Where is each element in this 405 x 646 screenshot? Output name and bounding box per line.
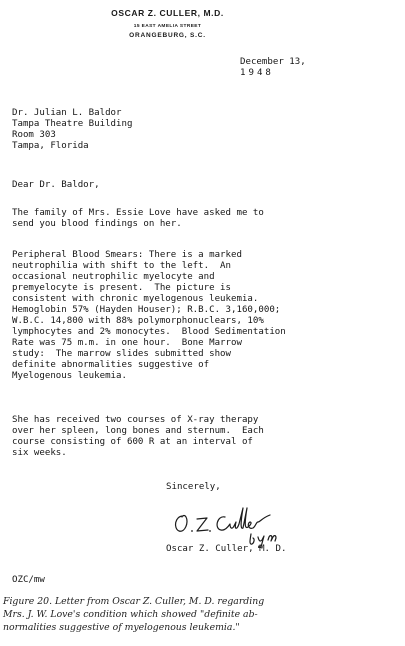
text-line: The family of Mrs. Essie Love have asked me to	[12, 208, 264, 218]
address-line: Tampa, Florida	[12, 141, 89, 151]
salutation: Dear Dr. Baldor,	[12, 180, 100, 190]
text-line: Hemoglobin 57% (Hayden Houser); R.B.C. 3,160,000;	[12, 305, 281, 315]
text-line: She has received two courses of X-ray therapy	[12, 415, 259, 425]
paragraph-blood-findings	[12, 250, 286, 382]
text-line: Myelogenous leukemia.	[12, 371, 127, 381]
letterhead	[0, 8, 335, 39]
caption-line: Figure 20. Letter from Oscar Z. Culler, M. D. regarding	[3, 596, 265, 607]
text-line: occasional neutrophilic myelocyte and	[12, 272, 215, 282]
text-line: study: The marrow slides submitted show	[12, 349, 231, 359]
handwritten-signature	[170, 500, 290, 548]
letter-date	[240, 57, 306, 79]
letterhead-street: 15 EAST AMELIA STREET	[133, 24, 202, 29]
address-line: Tampa Theatre Building	[12, 119, 133, 129]
address-line: Dr. Julian L. Baldor	[12, 108, 122, 118]
text-line: course consisting of 600 R at an interval of	[12, 437, 253, 447]
figure-caption	[3, 595, 402, 635]
text-line: send you blood findings on her.	[12, 219, 182, 229]
text-line: Rate was 75 m.m. in one hour. Bone Marrow	[12, 338, 242, 348]
text-line: over her spleen, long bones and sternum. Each	[12, 426, 264, 436]
paragraph-intro	[12, 208, 264, 230]
text-line: consistent with chronic myelogenous leukemia.	[12, 294, 259, 304]
text-line: six weeks.	[12, 448, 67, 458]
text-line: lymphocytes and 2% monocytes. Blood Sedimentation	[12, 327, 286, 337]
closing: Sincerely,	[166, 482, 221, 492]
text-line: neutrophilia with shift to the left. An	[12, 261, 231, 271]
address-line: Room 303	[12, 130, 56, 140]
date-year: 1948	[240, 68, 274, 78]
inside-address	[12, 108, 132, 152]
text-line: Peripheral Blood Smears: There is a marked	[12, 250, 242, 260]
signature-name: Oscar Z. Culler, M. D.	[166, 544, 287, 554]
text-line: W.B.C. 14,800 with 88% polymorphonuclears, 10%	[12, 316, 264, 326]
caption-line: Mrs. J. W. Love's condition which showed "definite ab-	[3, 609, 258, 621]
text-line: premyelocyte is present. The picture is	[12, 283, 231, 293]
paragraph-therapy	[12, 415, 264, 459]
caption-line: normalities suggestive of myelogenous leukemia."	[3, 622, 240, 634]
letterhead-name: OSCAR Z. CULLER, M.D.	[111, 8, 224, 18]
typist-initials: OZC/mw	[12, 575, 45, 585]
text-line: definite abnormalities suggestive of	[12, 360, 210, 370]
date-line: December 13,	[240, 57, 306, 67]
letterhead-city: ORANGEBURG, S.C.	[129, 32, 206, 39]
